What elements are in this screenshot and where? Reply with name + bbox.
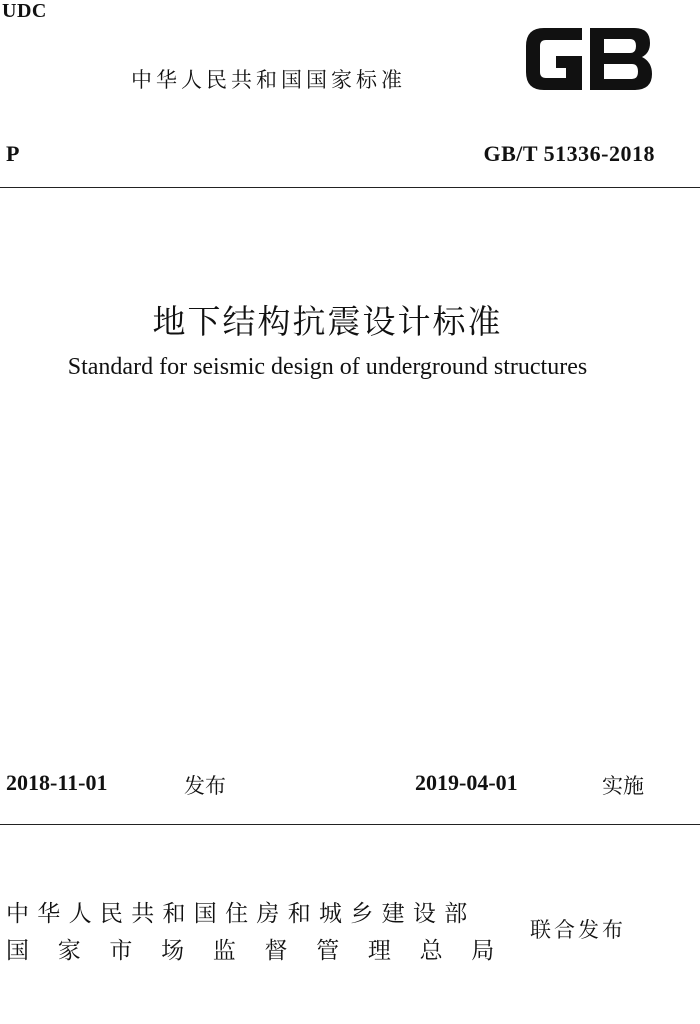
udc-label: UDC	[2, 0, 47, 22]
logo-letter-g	[526, 28, 582, 90]
implementation-date: 2019-04-01	[415, 770, 518, 795]
implementation-label: 实施	[602, 774, 644, 798]
header-divider	[0, 187, 700, 188]
national-standard-heading: 中华人民共和国国家标准	[131, 68, 406, 92]
standard-number: GB/T 51336-2018	[483, 141, 655, 166]
joint-issue-label: 联合发布	[530, 918, 626, 942]
title-english: Standard for seismic design of underground structures	[67, 354, 588, 380]
title-chinese: 地下结构抗震设计标准	[152, 302, 503, 341]
issuer-administration: 国家市场监督管理总局	[6, 938, 523, 964]
logo-letter-b	[590, 28, 652, 90]
gb-logo	[518, 22, 658, 96]
category-code: P	[6, 141, 20, 166]
footer-divider	[0, 824, 700, 825]
issue-label: 发布	[184, 774, 226, 798]
gb-logo-mark	[518, 22, 658, 96]
issuer-ministry: 中华人民共和国住房和城乡建设部	[6, 901, 476, 927]
issue-date: 2018-11-01	[6, 770, 108, 795]
